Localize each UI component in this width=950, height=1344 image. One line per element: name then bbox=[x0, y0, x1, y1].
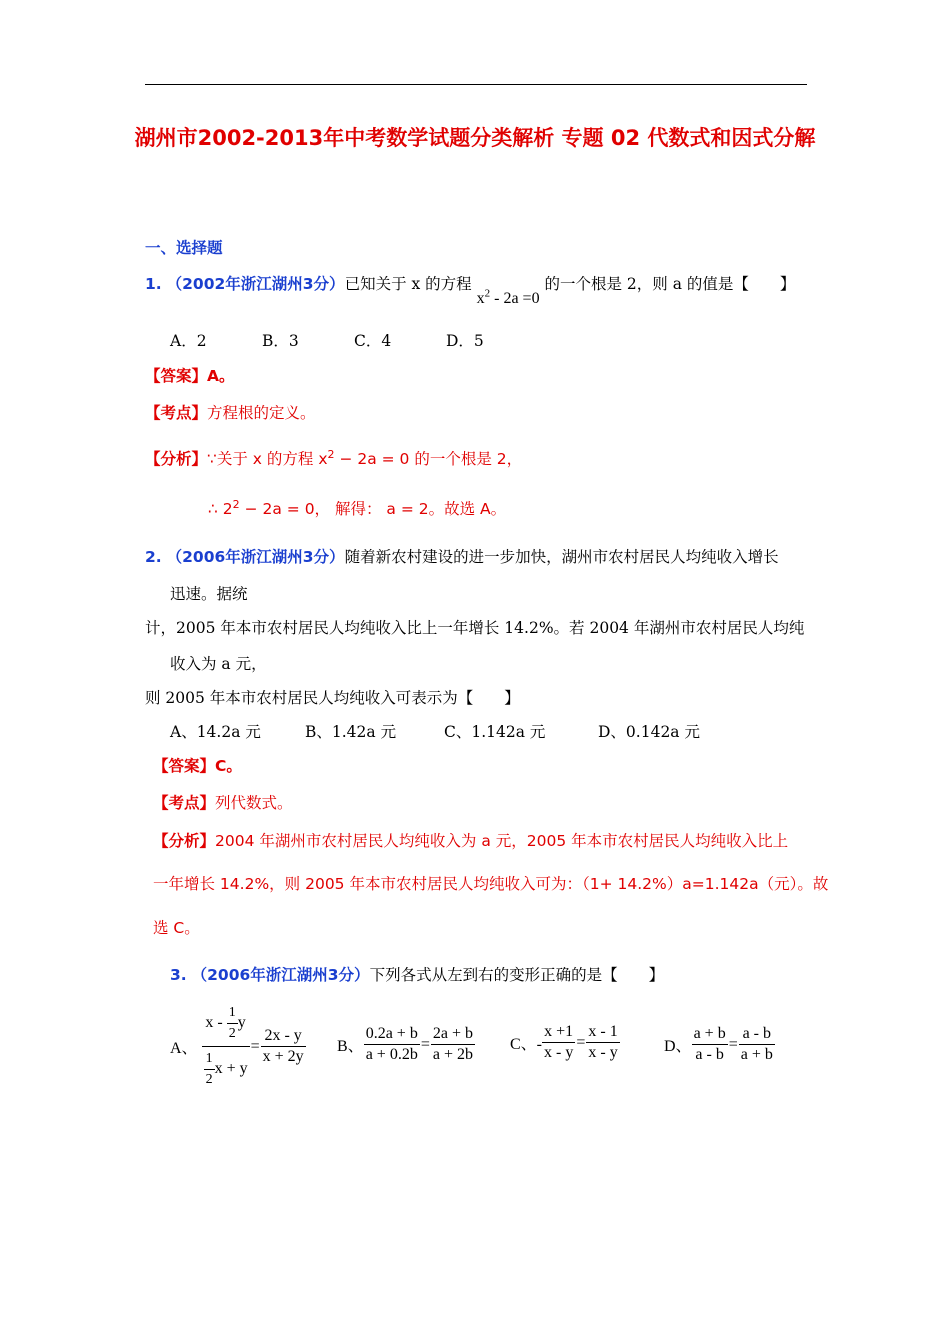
question-number: 2. bbox=[145, 548, 162, 566]
question-text-after: 的一个根是 2，则 a 的值是【 】 bbox=[544, 275, 796, 293]
question-number: 3. bbox=[170, 966, 187, 984]
analysis-line: 【分析】∵关于 x 的方程 $x^2 - 2a = 0$ 的一个根是 2， bbox=[145, 447, 523, 468]
analysis-line-2: ∴ $2^2 - 2a = 0$， 解得： a = 2。故选 A。 bbox=[208, 497, 507, 518]
header-rule bbox=[145, 84, 807, 85]
option-d: D．5 bbox=[446, 332, 484, 350]
point-line: 【考点】方程根的定义。 bbox=[145, 404, 316, 422]
analysis-line-2: 一年增长 14.2%，则 2005 年本市农村居民人均纯收入可为：（1+ 14.2%）a=1.142a（元）。故 bbox=[153, 875, 829, 893]
question-2-line-4: 收入为 a 元， bbox=[170, 655, 267, 673]
answer-line: 【答案】C。 bbox=[153, 757, 242, 775]
option-a-formula: A、 x - $\frac{1}{2}$ y $\frac{1}{2}$ x + y = $\frac{2x - y}{x + 2y}$ bbox=[170, 1003, 306, 1090]
equation: $x^2 - 2a =0$ bbox=[476, 287, 540, 307]
option-b: B、1.42a 元 bbox=[305, 723, 397, 741]
question-1 bbox=[145, 272, 796, 307]
analysis-line: 【分析】2004 年湖州市农村居民人均纯收入为 a 元，2005 年本市农村居民人均纯收入比上 bbox=[153, 832, 789, 850]
question-3 bbox=[170, 963, 664, 985]
section-heading: 一、选择题 bbox=[145, 239, 223, 257]
question-number: 1. bbox=[145, 275, 162, 293]
complex-fraction: x - $\frac{1}{2}$ y $\frac{1}{2}$ x + y bbox=[202, 1003, 250, 1090]
question-2-line-3: 计，2005 年本市农村居民人均纯收入比上一年增长 14.2%。若 2004 年湖州市农村居民人均纯 bbox=[145, 619, 805, 637]
option-c: C．4 bbox=[354, 332, 392, 350]
option-b: B．3 bbox=[262, 332, 299, 350]
option-a: A．2 bbox=[170, 332, 207, 350]
option-b-formula: B、 $\frac{0.2a + b}{a + 0.2b}$ = $\frac{2a + b}{a + 2b}$ bbox=[337, 1025, 473, 1063]
question-source: （2002年浙江湖州3分） bbox=[166, 275, 345, 293]
option-a: A、14.2a 元 bbox=[170, 723, 261, 741]
point-line: 【考点】列代数式。 bbox=[153, 794, 293, 812]
page-title: 湖州市2002-2013年中考数学试题分类解析 专题 02 代数式和因式分解 bbox=[134, 126, 816, 150]
option-c-formula: C、- $\frac{x +1}{x - y}$ = $\frac{x - 1}{x - y}$ bbox=[510, 1023, 618, 1061]
answer-line: 【答案】A。 bbox=[145, 367, 235, 385]
question-2-line-5: 则 2005 年本市农村居民人均纯收入可表示为【 】 bbox=[145, 689, 520, 707]
question-2-line-2: 迅速。据统 bbox=[170, 585, 248, 603]
analysis-line-3: 选 C。 bbox=[153, 919, 200, 937]
question-text: 随着新农村建设的进一步加快，湖州市农村居民人均纯收入增长 bbox=[344, 548, 779, 566]
question-source: （2006年浙江湖州3分） bbox=[191, 966, 370, 984]
question-text: 已知关于 x 的方程 bbox=[344, 275, 472, 293]
question-source: （2006年浙江湖州3分） bbox=[166, 548, 345, 566]
option-d: D、0.142a 元 bbox=[598, 723, 700, 741]
question-2 bbox=[145, 545, 779, 567]
option-c: C、1.142a 元 bbox=[444, 723, 546, 741]
rhs-fraction: $\frac{2x - y}{x + 2y}$ bbox=[262, 1027, 304, 1065]
option-d-formula: D、 $\frac{a + b}{a - b}$ = $\frac{a - b}{a + b}$ bbox=[664, 1025, 773, 1063]
question-text: 下列各式从左到右的变形正确的是【 】 bbox=[369, 966, 665, 984]
